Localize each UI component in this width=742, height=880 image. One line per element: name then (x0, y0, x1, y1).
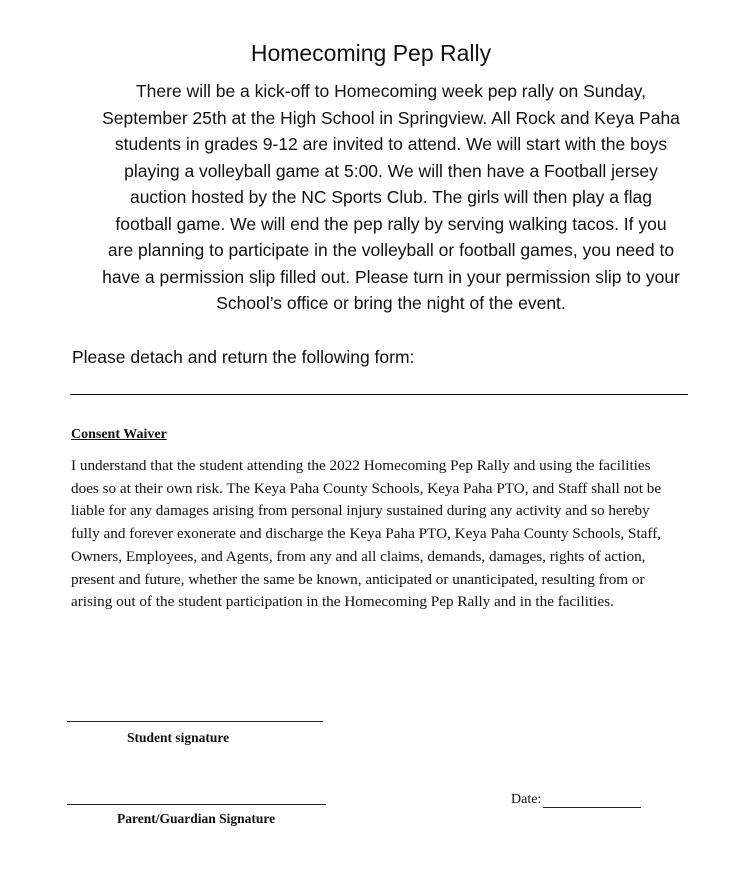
waiver-line: I understand that the student attending the 2022 Homecoming Pep Rally and using the facilities (71, 457, 651, 474)
intro-line: are planning to participate in the volleyball or football games, you need to (107, 240, 675, 260)
date-line[interactable] (543, 807, 641, 808)
intro-line: September 25th at the High School in Springview. All Rock and Keya Paha (102, 107, 680, 128)
waiver-paragraph (71, 455, 721, 614)
waiver-line: liable for any damages arising from personal injury sustained during any activity and so hereby (71, 502, 650, 520)
parent-signature-line[interactable] (67, 804, 326, 805)
date-label: Date: (511, 792, 542, 807)
waiver-line: does so at their own risk. The Keya Paha County Schools, Keya Paha PTO, and Staff shall not be (71, 479, 662, 497)
page-title: Homecoming Pep Rally (250, 40, 492, 66)
intro-paragraph (60, 78, 722, 317)
detach-instruction: Please detach and return the following form: (72, 347, 415, 367)
waiver-line: fully and forever exonerate and discharge the Keya Paha PTO, Keya Paha County Schools, Staff, (71, 525, 662, 543)
intro-line: students in grades 9-12 are invited to attend. We will start with the boys (114, 134, 668, 154)
waiver-line: Owners, Employees, and Agents, from any and all claims, demands, damages, rights of action, (71, 547, 646, 565)
intro-line: playing a volleyball game at 5:00. We will then have a Football jersey (124, 160, 658, 181)
parent-signature-label: Parent/Guardian Signature (117, 811, 276, 826)
detach-line (70, 394, 688, 395)
waiver-heading: Consent Waiver (71, 427, 167, 442)
intro-line: There will be a kick-off to Homecoming week pep rally on Sunday, (135, 81, 646, 101)
intro-line: have a permission slip filled out. Please turn in your permission slip to your (102, 266, 680, 287)
intro-line: auction hosted by the NC Sports Club. The girls will then play a flag (129, 187, 653, 207)
student-signature-line[interactable] (67, 721, 323, 722)
student-signature-label: Student signature (127, 730, 230, 745)
intro-line: School’s office or bring the night of the event. (216, 293, 566, 313)
waiver-line: arising out of the student participation in the Homecoming Pep Rally and in the facilities. (71, 593, 614, 611)
waiver-line: present and future, whether the same be known, anticipated or unanticipated, resulting from or (71, 570, 645, 588)
intro-line: football game. We will end the pep rally by serving walking tacos. If you (115, 213, 667, 234)
